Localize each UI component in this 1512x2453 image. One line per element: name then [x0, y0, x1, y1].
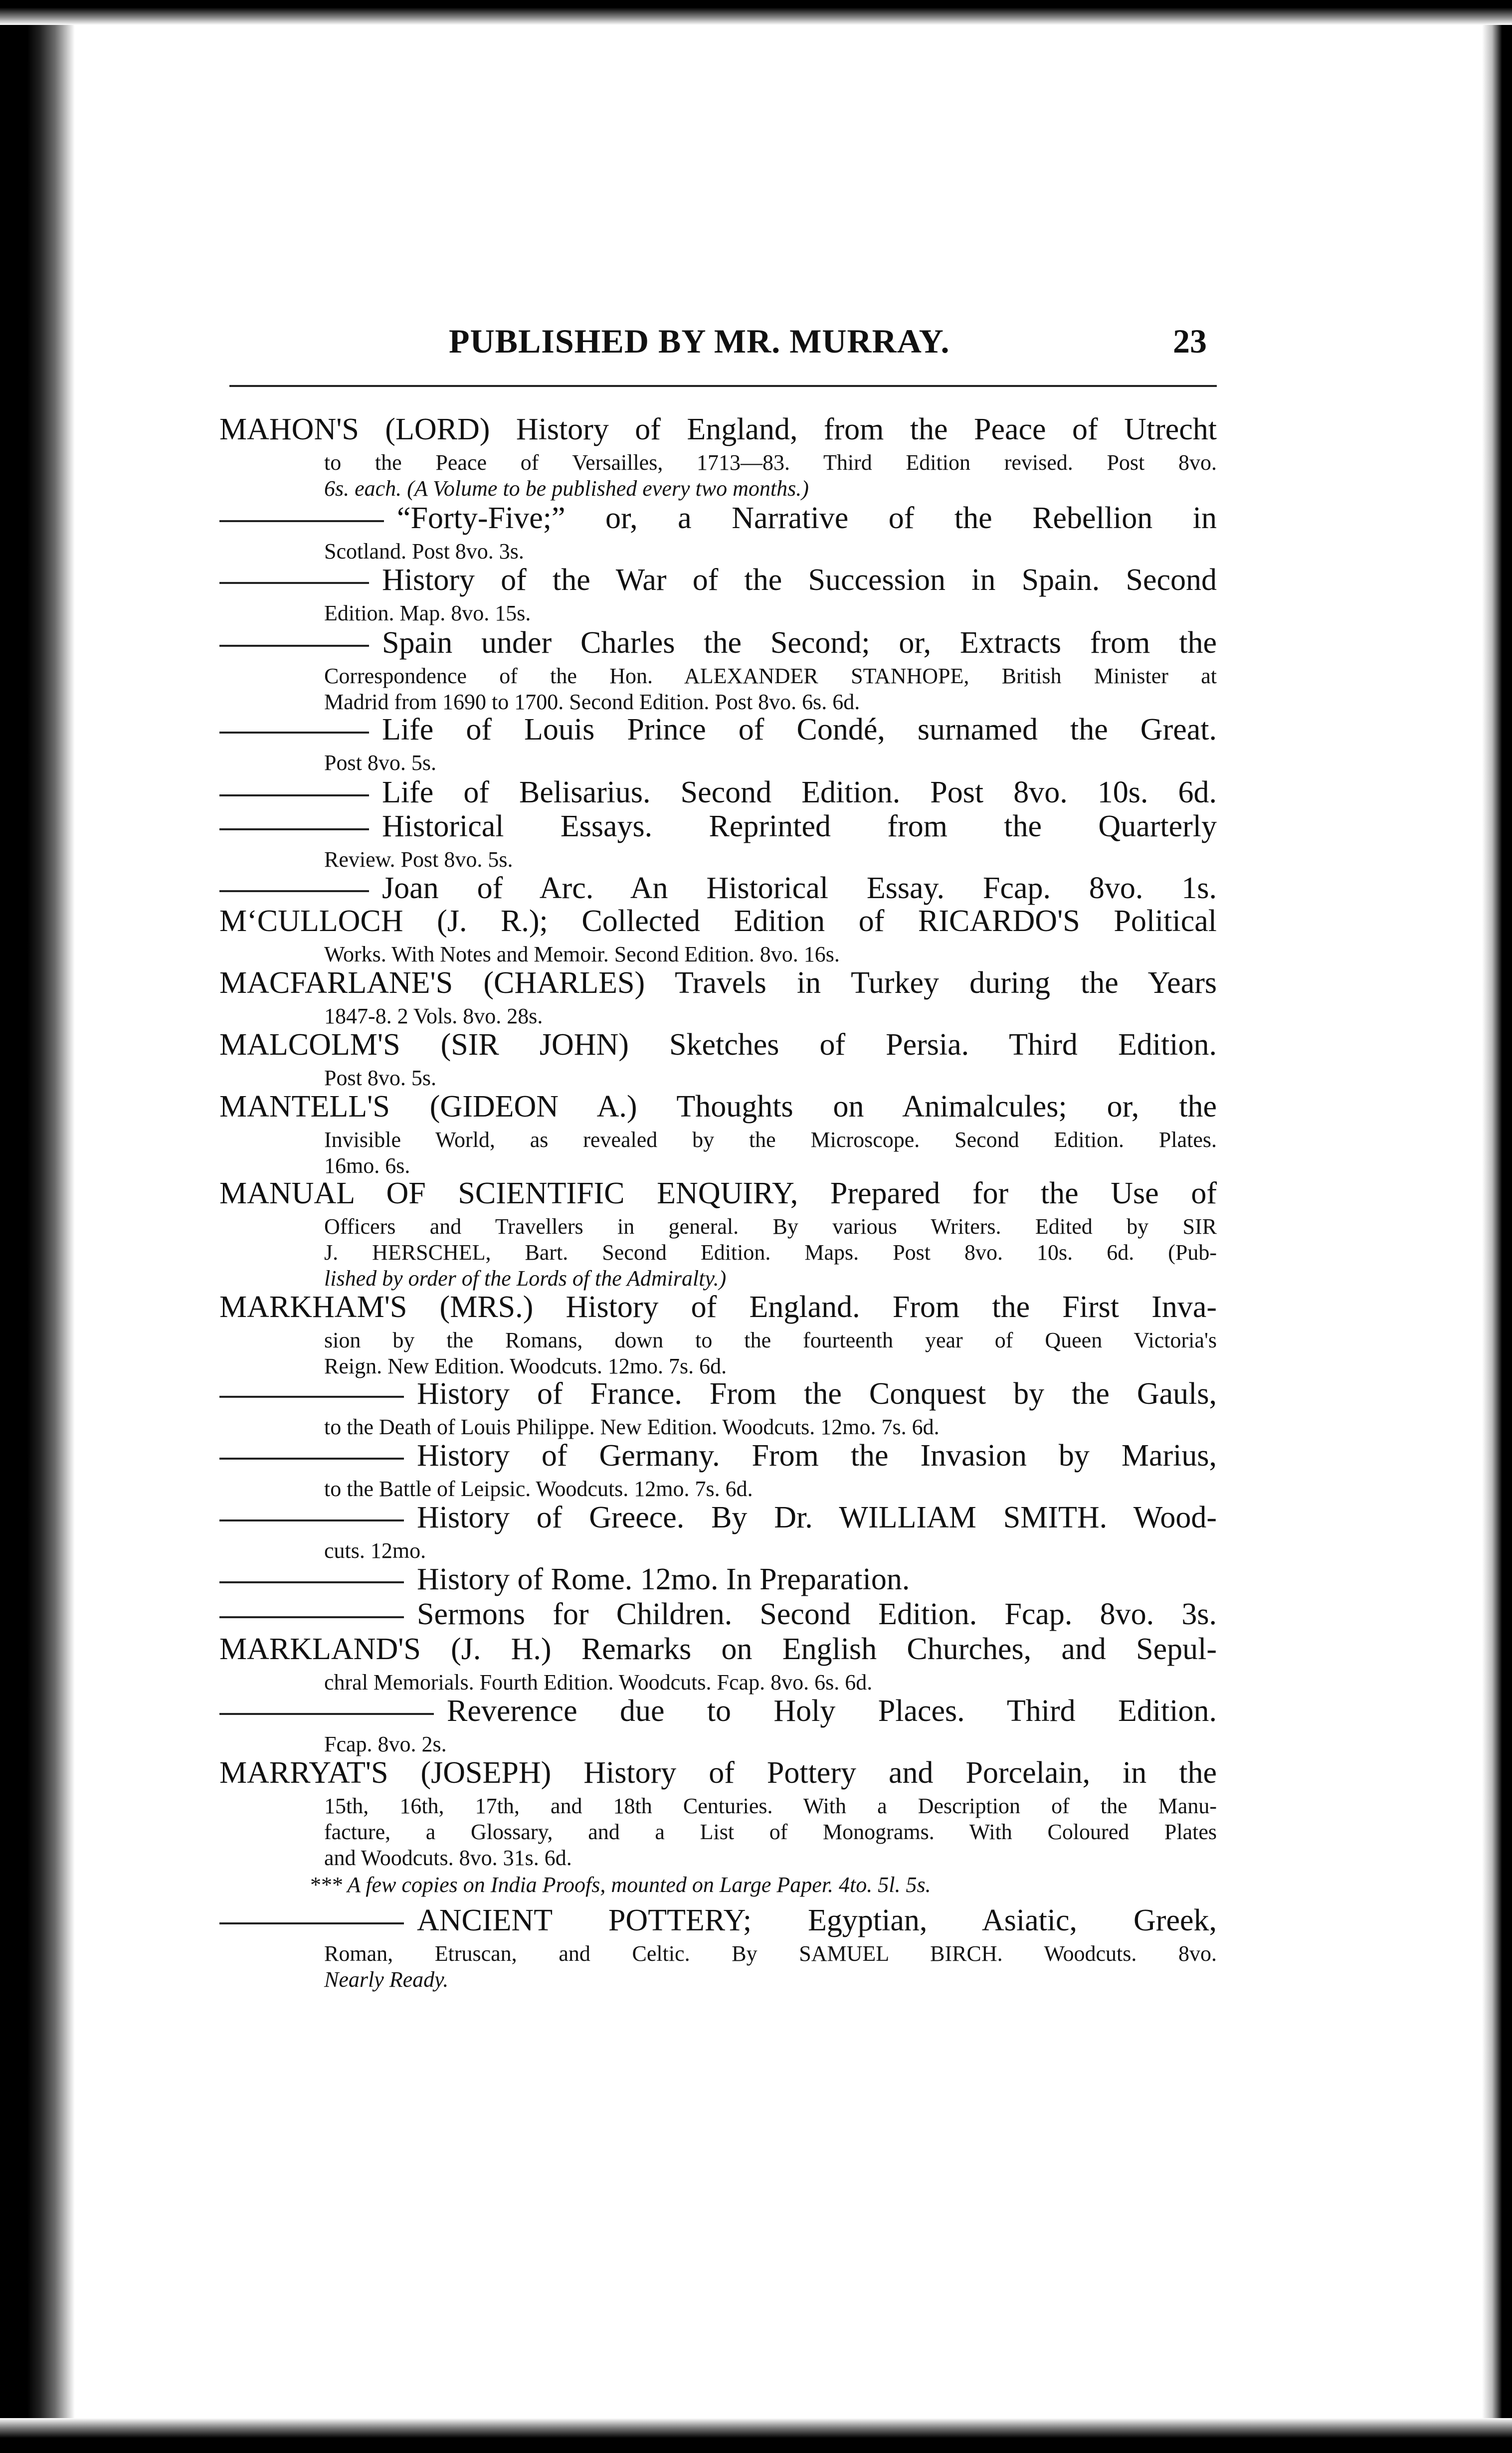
entry-line: Correspondence of the Hon. ALEXANDER STANHOPE, British Minister at — [324, 664, 1217, 688]
entry-line: and Woodcuts. 8vo. 31s. 6d. — [324, 1846, 572, 1870]
catalogue-entry — [219, 1173, 1217, 1292]
entry-line: 1847-8. 2 Vols. 8vo. 28s. — [324, 1004, 543, 1028]
entry-heading-row — [219, 1373, 1217, 1414]
entry-heading-row — [219, 498, 1217, 539]
scan-border-right — [1482, 0, 1512, 2453]
entry-heading-row — [219, 1691, 1217, 1731]
entry-line: 6s. each. (A Volume to be published every two months.) — [324, 476, 809, 501]
catalogue-entry — [219, 709, 1217, 776]
page-number: 23 — [1173, 322, 1207, 360]
entry-heading-row — [219, 806, 1217, 847]
entry-line: lished by order of the Lords of the Admiralty.) — [324, 1266, 727, 1291]
entry-heading: ANCIENT POTTERY; Egyptian, Asiatic, Greek, — [417, 1903, 1217, 1937]
catalogue-entry — [219, 1373, 1217, 1440]
entry-details — [219, 1327, 1217, 1379]
entry-heading-row — [219, 560, 1217, 600]
running-header — [219, 322, 1217, 362]
catalogue-entry — [219, 1024, 1217, 1091]
ditto-rule — [219, 520, 384, 522]
entry-heading: MANTELL'S (GIDEON A.) Thoughts on Animalcules; or, the — [219, 1090, 1217, 1124]
ditto-rule — [219, 1616, 404, 1618]
entry-heading: Reverence due to Holy Places. Third Edition. — [447, 1694, 1217, 1728]
entry-heading: Life of Belisarius. Second Edition. Post 8vo. 10s. 6d. — [382, 775, 1217, 809]
ditto-rule — [219, 645, 369, 647]
ditto-rule — [219, 1581, 404, 1583]
entry-heading: MARKLAND'S (J. H.) Remarks on English Churches, and Sepul- — [219, 1632, 1217, 1666]
ditto-rule — [219, 890, 369, 892]
entry-heading: Life of Louis Prince of Condé, surnamed the Great. — [382, 713, 1217, 747]
ditto-rule — [219, 1519, 404, 1521]
catalogue-entry — [219, 901, 1217, 967]
ditto-rule — [219, 1396, 404, 1398]
entry-line: facture, a Glossary, and a List of Monograms. With Coloured Plates — [324, 1820, 1217, 1844]
catalogue-entry — [219, 1752, 1217, 1899]
entry-heading: MAHON'S (LORD) History of England, from the Peace of Utrecht — [219, 412, 1217, 446]
entry-heading: M‘CULLOCH (J. R.); Collected Edition of RICARDO'S Political — [219, 904, 1217, 938]
catalogue-entry — [219, 962, 1217, 1029]
entry-line: Fcap. 8vo. 2s. — [324, 1732, 447, 1756]
entry-line: to the Death of Louis Philippe. New Edition. Woodcuts. 12mo. 7s. 6d. — [324, 1415, 940, 1439]
catalogue-entry — [219, 806, 1217, 873]
catalogue-entry — [219, 409, 1217, 502]
entry-details — [219, 450, 1217, 502]
entry-details — [219, 1214, 1217, 1292]
ditto-rule — [219, 1713, 434, 1715]
entry-details — [219, 1127, 1217, 1179]
entry-heading: Sermons for Children. Second Edition. Fcap. 8vo. 3s. — [417, 1597, 1217, 1631]
entry-heading: MALCOLM'S (SIR JOHN) Sketches of Persia. Third Edition. — [219, 1028, 1217, 1062]
entry-line: Works. With Notes and Memoir. Second Edition. 8vo. 16s. — [324, 942, 840, 966]
entry-heading: History of Rome. 12mo. In Preparation. — [417, 1562, 910, 1596]
catalogue-entry — [219, 622, 1217, 715]
entry-line: Post 8vo. 5s. — [324, 1066, 436, 1090]
entry-heading: MANUAL OF SCIENTIFIC ENQUIRY, Prepared for the Use of — [219, 1176, 1217, 1210]
entry-heading: History of Germany. From the Invasion by Marius, — [417, 1439, 1217, 1473]
entry-line: sion by the Romans, down to the fourteenth year of Queen Victoria's — [324, 1328, 1217, 1352]
entry-heading: Joan of Arc. An Historical Essay. Fcap. 8vo. 1s. — [382, 871, 1217, 905]
scan-border-bottom — [0, 2418, 1512, 2453]
entry-heading: MARKHAM'S (MRS.) History of England. From the First Inva- — [219, 1290, 1217, 1324]
entry-heading: MARRYAT'S (JOSEPH) History of Pottery and Porcelain, in the — [219, 1756, 1217, 1790]
entry-line: Review. Post 8vo. 5s. — [324, 847, 513, 872]
entry-line: cuts. 12mo. — [324, 1538, 426, 1563]
catalogue-entry — [219, 1900, 1217, 1993]
entry-details — [219, 1793, 1217, 1871]
entry-line: Post 8vo. 5s. — [324, 751, 436, 775]
entry-note: *** A few copies on India Proofs, mounted on Large Paper. 4to. 5l. 5s. — [309, 1873, 931, 1897]
catalogue-entry — [219, 560, 1217, 626]
entry-heading: Historical Essays. Reprinted from the Quarterly — [382, 809, 1217, 843]
ditto-rule — [219, 1922, 404, 1924]
catalogue-entry — [219, 1629, 1217, 1696]
entry-line: 15th, 16th, 17th, and 18th Centuries. With a Description of the Manu- — [324, 1794, 1217, 1818]
ditto-rule — [219, 582, 369, 584]
entry-details — [219, 663, 1217, 715]
entry-heading-row — [219, 1497, 1217, 1538]
entry-heading-row — [219, 709, 1217, 750]
entry-heading: “Forty-Five;” or, a Narrative of the Rebellion in — [397, 501, 1217, 535]
entry-line: Scotland. Post 8vo. 3s. — [324, 539, 524, 564]
catalogue-entry — [219, 1086, 1217, 1179]
entry-line: Nearly Ready. — [324, 1967, 449, 1992]
entry-line: to the Peace of Versailles, 1713—83. Third Edition revised. Post 8vo. — [324, 450, 1217, 475]
entry-line: to the Battle of Leipsic. Woodcuts. 12mo. 7s. 6d. — [324, 1477, 753, 1501]
entry-line: Reign. New Edition. Woodcuts. 12mo. 7s. 6d. — [324, 1354, 727, 1378]
scan-border-left — [0, 0, 75, 2453]
entry-line: Madrid from 1690 to 1700. Second Edition. Post 8vo. 6s. 6d. — [324, 690, 860, 714]
entry-heading: History of France. From the Conquest by the Gauls, — [417, 1377, 1217, 1411]
catalogue-entry — [219, 1435, 1217, 1502]
entry-details — [219, 1941, 1217, 1993]
ditto-rule — [219, 1458, 404, 1460]
scan-border-top — [0, 0, 1512, 25]
catalogue-entry — [219, 1691, 1217, 1757]
entry-heading-row — [219, 622, 1217, 663]
entry-line: Officers and Travellers in general. By various Writers. Edited by SIR — [324, 1214, 1217, 1239]
entry-heading: History of Greece. By Dr. WILLIAM SMITH. Wood- — [417, 1501, 1217, 1534]
entry-line: Edition. Map. 8vo. 15s. — [324, 601, 531, 625]
entry-heading: MACFARLANE'S (CHARLES) Travels in Turkey during the Years — [219, 966, 1217, 1000]
entry-line: Roman, Etruscan, and Celtic. By SAMUEL BIRCH. Woodcuts. 8vo. — [324, 1941, 1217, 1966]
entry-heading-row — [219, 1900, 1217, 1941]
entry-heading: Spain under Charles the Second; or, Extracts from the — [382, 626, 1217, 660]
catalogue-entry — [219, 1497, 1217, 1564]
header-rule — [229, 385, 1217, 387]
entry-heading-row — [219, 1435, 1217, 1476]
entry-line: chral Memorials. Fourth Edition. Woodcuts. Fcap. 8vo. 6s. 6d. — [324, 1670, 873, 1695]
entry-line: Invisible World, as revealed by the Microscope. Second Edition. Plates. — [324, 1128, 1217, 1152]
catalogue-entry — [219, 1287, 1217, 1379]
ditto-rule — [219, 794, 369, 796]
running-title: PUBLISHED BY MR. MURRAY. — [449, 322, 950, 360]
entry-line: 16mo. 6s. — [324, 1153, 410, 1178]
catalogue-entry — [219, 498, 1217, 565]
ditto-rule — [219, 732, 369, 734]
entry-heading: History of the War of the Succession in Spain. Second — [382, 563, 1217, 597]
entry-line: J. HERSCHEL, Bart. Second Edition. Maps. Post 8vo. 10s. 6d. (Pub- — [324, 1240, 1217, 1265]
ditto-rule — [219, 828, 369, 830]
